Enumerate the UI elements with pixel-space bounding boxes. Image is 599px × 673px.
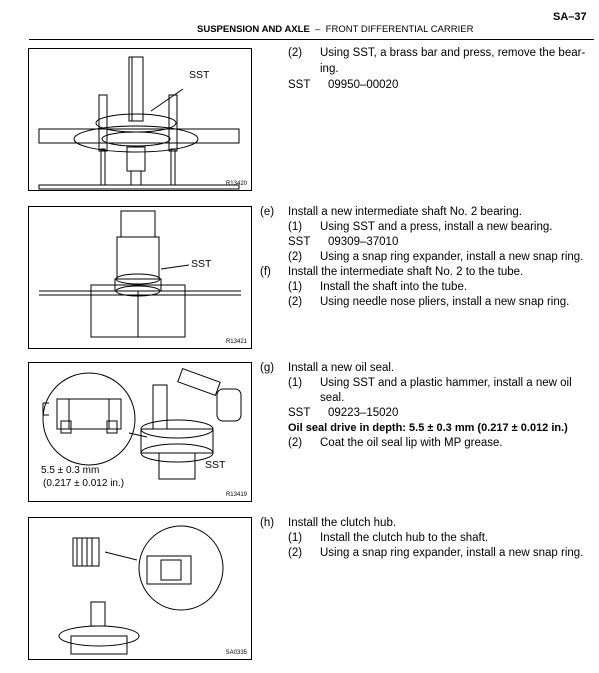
sst-label: SST xyxy=(288,407,311,419)
step-h1-text: Install the clutch hub to the shaft. xyxy=(320,532,489,544)
step-e2-text: Using a snap ring expander, install a new snap ring. xyxy=(320,251,584,263)
step-g1-text-line2: seal. xyxy=(320,392,345,404)
bearing-install-illustration xyxy=(29,207,251,348)
figure-code: R13421 xyxy=(225,339,247,345)
step-g1-number: (1) xyxy=(288,377,303,389)
page-number: SA–37 xyxy=(553,11,587,23)
step-g1-text-line1: Using SST and a plastic hammer, install a new oil xyxy=(320,377,572,389)
step-h2-text: Using a snap ring expander, install a new snap ring. xyxy=(320,547,584,559)
step-h2-number: (2) xyxy=(288,547,303,559)
step-h-text: Install the clutch hub. xyxy=(288,517,397,529)
step-e1-number: (1) xyxy=(288,221,303,233)
sst-part-number: 09309–37010 xyxy=(328,236,399,248)
figure-bearing-install xyxy=(28,206,252,349)
figure-sst-label: SST xyxy=(189,69,210,81)
step-e2-number: (2) xyxy=(288,251,303,263)
figure-sst-label: SST xyxy=(191,258,212,270)
figure-code: R13420 xyxy=(225,181,247,187)
depth-measure-imperial-label: (0.217 ± 0.012 in.) xyxy=(43,478,125,489)
step-f-text: Install the intermediate shaft No. 2 to the tube. xyxy=(288,266,524,278)
figure-code: SA0335 xyxy=(225,650,247,656)
clutch-hub-install-illustration xyxy=(29,518,251,659)
oil-seal-depth-spec: Oil seal drive in depth: 5.5 ± 0.3 mm (0.217 ± 0.012 in.) xyxy=(288,422,568,434)
figure-code: R13419 xyxy=(225,492,247,498)
depth-measure-label: 5.5 ± 0.3 mm xyxy=(41,465,100,476)
step-f1-text: Install the shaft into the tube. xyxy=(320,281,468,293)
figure-bearing-removal xyxy=(28,48,252,191)
figure-sst-label: SST xyxy=(205,459,226,471)
step-f2-text: Using needle nose pliers, install a new snap ring. xyxy=(320,296,570,308)
step-f-letter: (f) xyxy=(260,266,271,278)
step-h-letter: (h) xyxy=(260,517,275,529)
step-h1-number: (1) xyxy=(288,532,303,544)
step-f2-number: (2) xyxy=(288,296,303,308)
subsection-name: FRONT DIFFERENTIAL CARRIER xyxy=(325,24,474,35)
step-f1-number: (1) xyxy=(288,281,303,293)
step-e-letter: (e) xyxy=(260,206,275,218)
step-e1-text: Using SST and a press, install a new bearing. xyxy=(320,221,553,233)
page-header-title xyxy=(197,24,473,35)
header-dash: – xyxy=(315,24,321,35)
section-name: SUSPENSION AND AXLE xyxy=(197,24,310,35)
bearing-removal-illustration xyxy=(29,49,251,190)
sst-label: SST xyxy=(288,236,311,248)
step-g2-number: (2) xyxy=(288,437,303,449)
sst-part-number: 09223–15020 xyxy=(328,407,399,419)
figure-clutch-hub-install xyxy=(28,517,252,660)
step-2-number: (2) xyxy=(288,47,303,59)
step-g-text: Install a new oil seal. xyxy=(288,362,395,374)
figure-oil-seal-install xyxy=(28,362,252,502)
step-g-letter: (g) xyxy=(260,362,275,374)
header-rule xyxy=(29,39,594,40)
step-e-text: Install a new intermediate shaft No. 2 bearing. xyxy=(288,206,522,218)
sst-label: SST xyxy=(288,79,311,91)
step-g2-text: Coat the oil seal lip with MP grease. xyxy=(320,437,503,449)
step-2-text-line1: Using SST, a brass bar and press, remove the bear- xyxy=(320,47,586,59)
sst-part-number: 09950–00020 xyxy=(328,79,399,91)
step-2-text-line2: ing. xyxy=(320,63,339,75)
